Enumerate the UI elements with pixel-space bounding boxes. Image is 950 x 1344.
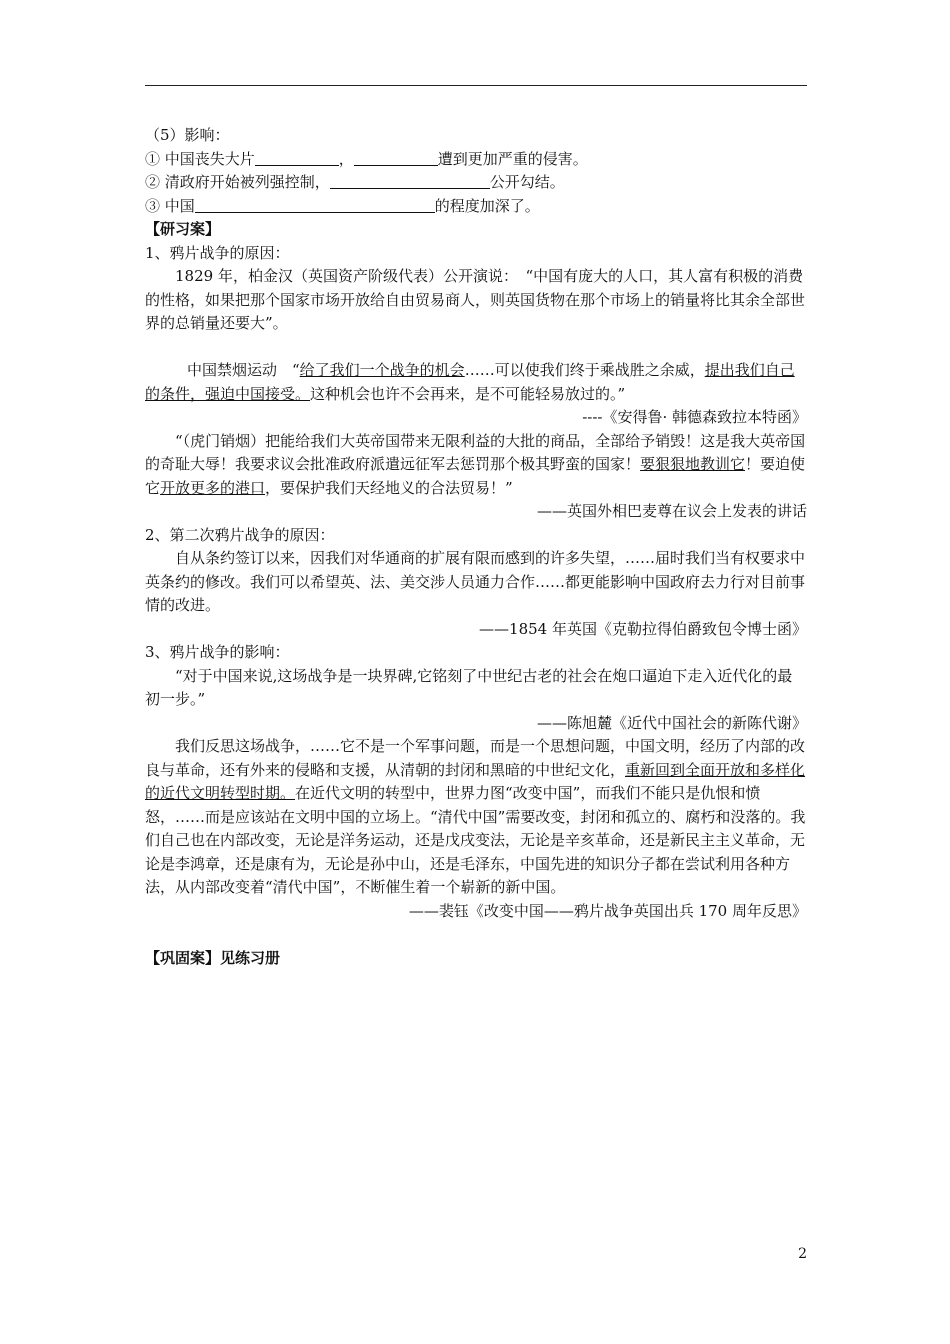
section-1-quote-1: 1829 年，柏金汉（英国资产阶级代表）公开演说： “中国有庞大的人口，其人富有积极的消费的性格，如果把那个国家市场开放给自由贸易商人，则英国货物在那个市场上的销量将比其余全部世界的总销量还要大”。: [145, 267, 806, 332]
fill-blank-3[interactable]: [330, 172, 490, 189]
section-3-quote-2: 我们反思这场战争，……它不是一个军事问题，而是一个思想问题，中国文明，经历了内部的改良与革命，还有外来的侵略和支援，从清朝的封闭和黑暗的中世纪文化，重新回到全面开放和多样化的近代文明转型时期。在近代文明的转型中，世界力图“改变中国”，而我们不能只是仇恨和愤怒，……而是应该站在文明中国的立场上。“清代中国”需要改变，封闭和孤立的、腐朽和没落的。我们自己也在内部改变，无论是洋务运动，还是戊戌变法，无论是辛亥革命，还是新民主主义革命，无论是李鸿章，还是康有为，无论是孙中山，还是毛泽东，中国先进的知识分子都在尝试利用各种方法，从内部改变着“清代中国”，不断催生着一个崭新的新中国。: [145, 737, 806, 896]
fill-blank-4[interactable]: [195, 196, 435, 213]
fill-blank-2[interactable]: [354, 149, 438, 166]
page-number: 2: [798, 1246, 807, 1262]
header-rule: [145, 85, 807, 86]
section-3-quote-1-source: ——陈旭麓《近代中国社会的新陈代谢》: [536, 713, 807, 732]
impact-item-3: ③ 中国 的程度加深了。: [145, 196, 540, 215]
fill-blank-1[interactable]: [255, 149, 339, 166]
section-1-quote-2: 中国禁烟运动 “给了我们一个战争的机会……可以使我们终于乘战胜之余威，提出我们自己的条件，强迫中国接受。这种机会也许不会再来，是不可能轻易放过的。”: [145, 361, 795, 403]
section-3-quote-1: “对于中国来说,这场战争是一块界碑,它铭刻了中世纪古老的社会在炮口逼迫下走入近代化的最初一步。”: [145, 666, 793, 708]
section-1-quote-3-source: ——英国外相巴麦尊在议会上发表的讲话: [536, 502, 807, 520]
section-2-quote-1-source: ——1854 年英国《克勒拉得伯爵致包令博士函》: [479, 619, 807, 638]
study-heading: 【研习案】: [145, 220, 221, 238]
section-1-title: 1、鸦片战争的原因：: [145, 243, 290, 262]
section-3-title: 3、鸦片战争的影响：: [145, 643, 290, 661]
page-content: [145, 124, 807, 970]
consolidate-heading: 【巩固案】见练习册: [145, 948, 281, 967]
impact-item-2: ② 清政府开始被列强控制， 公开勾结。: [145, 173, 565, 191]
section-1-quote-3: “（虎门销烟）把能给我们大英帝国带来无限利益的大批的商品，全部给予销毁！这是我大英帝国的奇耻大辱！我要求议会批准政府派遣远征军去惩罚那个极其野蛮的国家！要狠狠地教训它！要迫使它开放更多的港口，要保护我们天经地义的合法贸易！”: [145, 431, 806, 497]
section-2-quote-1: 自从条约签订以来，因我们对华通商的扩展有限而感到的许多失望，……届时我们当有权要求中英条约的修改。我们可以希望英、法、美交涉人员通力合作……都更能影响中国政府去力行对目前事情的改进。: [145, 549, 806, 614]
impact-heading: （5）影响：: [145, 126, 230, 144]
section-2-title: 2、第二次鸦片战争的原因：: [145, 525, 335, 544]
impact-item-1: ① 中国丧失大片 ， 遭到更加严重的侵害。: [145, 149, 588, 168]
section-3-quote-2-source: ——裴钰《改变中国——鸦片战争英国出兵 170 周年反思》: [408, 901, 807, 920]
section-1-quote-2-source: ----《安得鲁· 韩德森致拉本特函》: [582, 408, 807, 426]
